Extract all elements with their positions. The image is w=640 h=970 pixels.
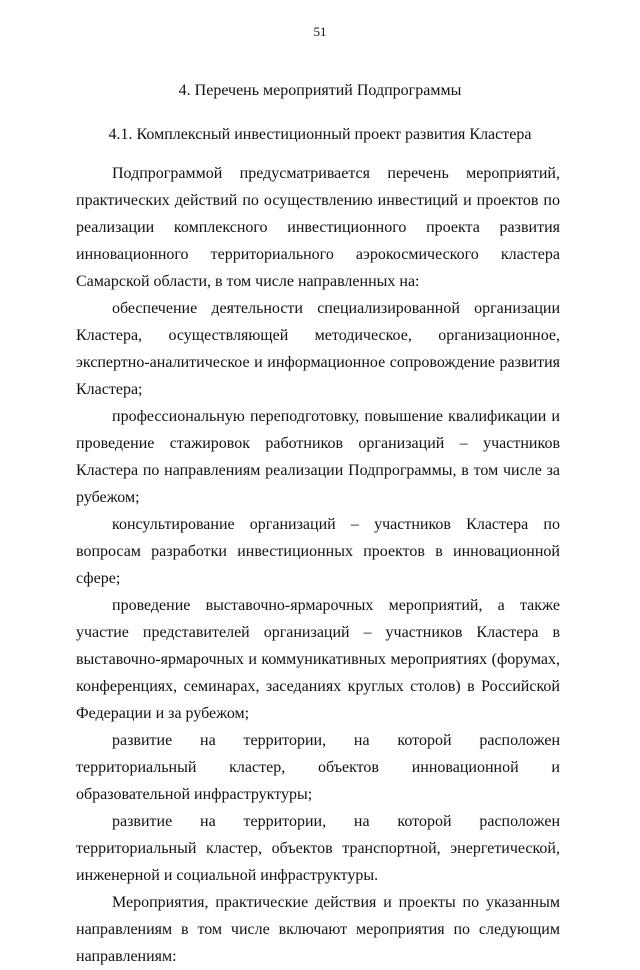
paragraph-item-4: проведение выставочно-ярмарочных мероприятий, а также участие представителей организаций – участников Кластера в выставочно-ярмарочных и коммуникативных мероприятиях (форумах, конференциях, семинарах, заседаниях круглых столов) в Российской Федерации и за рубежом; <box>76 597 560 722</box>
paragraph-item-6: развитие на территории, на которой расположен территориальный кластер, объектов транспортной, энергетической, инженерной и социальной инфраструктуры. <box>76 813 560 884</box>
paragraph-item-1: обеспечение деятельности специализированной организации Кластера, осуществляющей методическое, организационное, экспертно-аналитическое и информационное сопровождение развития Кластера; <box>76 300 560 398</box>
section-heading: 4. Перечень мероприятий Подпрограммы <box>178 82 462 99</box>
paragraph-item-3: консультирование организаций – участников Кластера по вопросам разработки инвестиционных проектов в инновационной сфере; <box>76 516 560 587</box>
paragraph-item-2: профессиональную переподготовку, повышение квалификации и проведение стажировок работников организаций – участников Кластера по направлениям реализации Подпрограммы, в том числе за рубежом; <box>76 408 560 506</box>
subsection-heading: 4.1. Комплексный инвестиционный проект развития Кластера <box>108 126 532 143</box>
paragraph-intro: Подпрограммой предусматривается перечень мероприятий, практических действий по осуществлению инвестиций и проектов по реализации комплексного инвестиционного проекта развития инновационного территориального аэрокосмического кластера Самарской области, в том числе направленных на: <box>76 165 560 290</box>
paragraph-item-5: развитие на территории, на которой расположен территориальный кластер, объектов инновационной и образовательной инфраструктуры; <box>76 732 560 803</box>
page-number: 51 <box>313 24 327 39</box>
paragraph-closing: Мероприятия, практические действия и проекты по указанным направлениям в том числе включают мероприятия по следующим направлениям: <box>76 894 560 965</box>
body-text <box>76 160 560 970</box>
